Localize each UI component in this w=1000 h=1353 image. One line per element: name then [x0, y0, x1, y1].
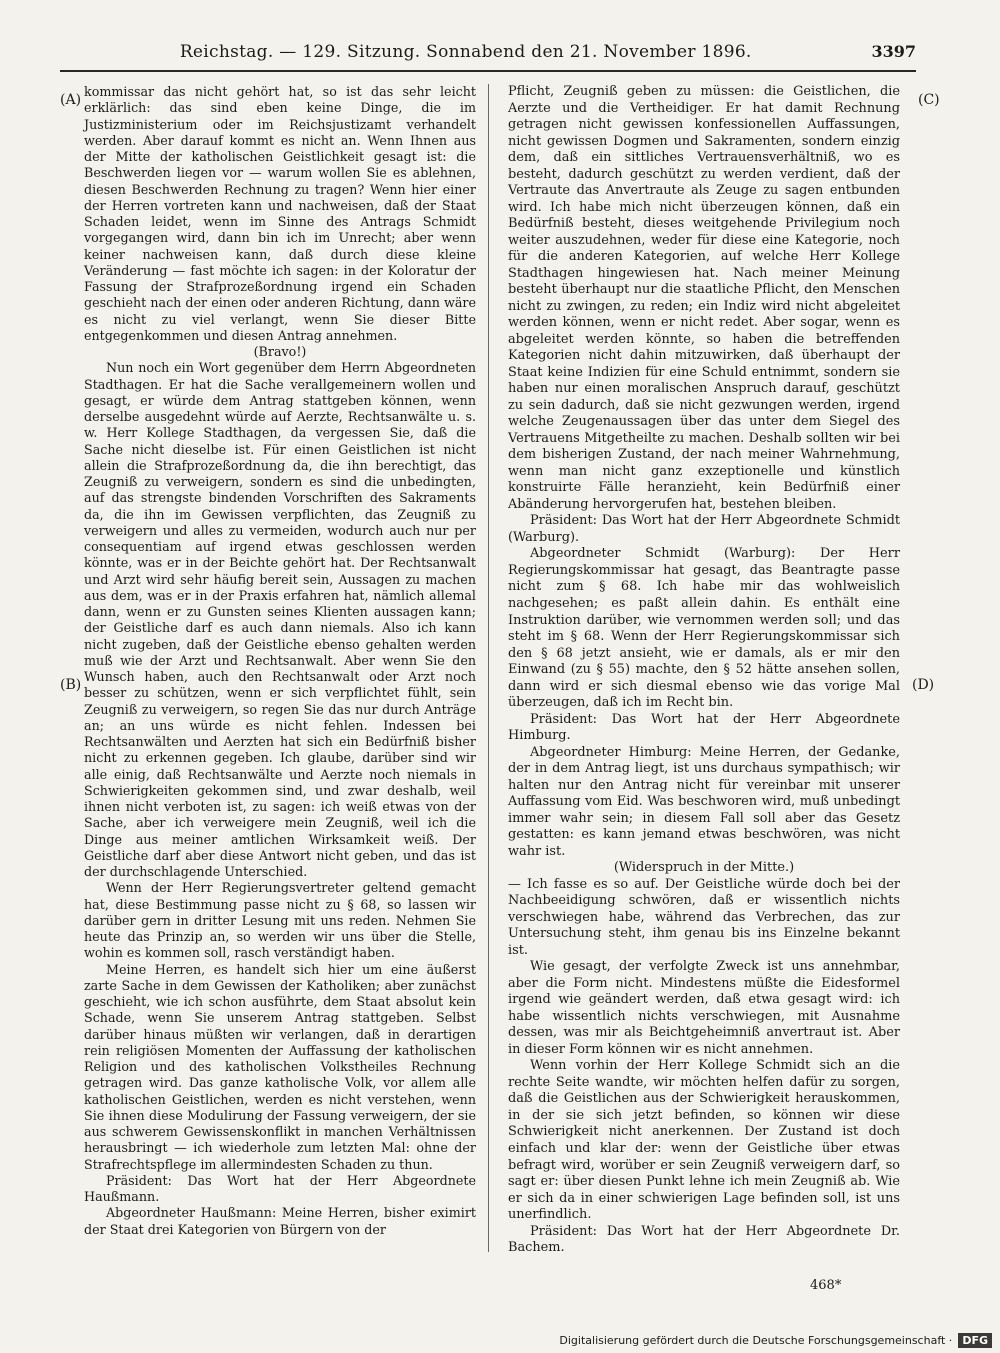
paragraph: Wenn der Herr Regierungsvertreter geltend gemacht hat, diese Bestimmung passe nicht zu § 68, so lassen wir darüber gern in dritter Lesung mit uns reden. Nehmen Sie heute das Prinzip an, so werden wir uns über die Stelle, wohin es kommen soll, rasch verständigt haben.	[84, 880, 476, 961]
paragraph: Nun noch ein Wort gegenüber dem Herrn Abgeordneten Stadthagen. Er hat die Sache verallgemeinern wollen und gesagt, er würde dem Antrag stattgeben können, wenn derselbe ausgedehnt würde auf Aerzte, Rechtsanwälte u. s. w. Herr Kollege Stadthagen, da vergessen Sie, daß die Sache nicht dieselbe ist. Für einen Geistlichen ist nicht allein die Strafprozeßordnung da, die ihn berechtigt, das Zeugniß zu verweigern, sondern es sind die unbedingten, auf das strengste bindenden Vorschriften des Sakraments da, die ihn im Gewissen verpflichten, das Zeugniß zu verweigern und alles zu vermeiden, wodurch auch nur per consequentiam auf irgend etwas geschlossen werden könnte, was er in der Beichte gehört hat. Der Rechtsanwalt und Arzt wird sehr häufig bereit sein, Aussagen zu machen aus dem, was er in der Praxis erfahren hat, nämlich allemal dann, wenn er zu Gunsten seines Klienten aussagen kann; der Geistliche darf es auch dann niemals. Also ich kann nicht zugeben, daß der Geistliche ebenso gehalten werden muß wie der Arzt und Rechtsanwalt. Aber wenn Sie den Wunsch haben, auch den Rechtsanwalt oder Arzt noch besser zu schützen, wenn er sich verpflichtet fühlt, sein Zeugniß zu verweigern, so regen Sie das nur durch Anträge an; an uns würde es nicht fehlen. Indessen bei Rechtsanwälten und Aerzten hat sich ein Bedürfniß bisher nicht zu erkennen gegeben. Ich glaube, darüber sind wir alle einig, daß Rechtsanwälte und Aerzte noch niemals in Schwierigkeiten gekommen sind, und zwar deshalb, weil ihnen nicht verboten ist, zu sagen: ich weiß etwas von der Sache, aber ich verweigere mein Zeugniß, weil ich die Dinge aus meiner amtlichen Wirksamkeit weiß. Der Geistliche darf aber diese Antwort nicht geben, und das ist der durchschlagende Unterschied.	[84, 360, 476, 879]
speaker-line: Präsident: Das Wort hat der Herr Abgeordnete Himburg.	[508, 711, 900, 744]
speaker-line: Abgeordneter Schmidt (Warburg): Der Herr Regierungskommissar hat gesagt, das Beantragte passe nicht zum § 68. Ich habe mir das wohlweislich nachgesehen; es paßt allein dahin. Es enthält eine Instruktion darüber, wie vernommen werden soll; und das steht im § 68. Wenn der Herr Regierungskommissar sich den § 68 jetzt ansieht, wie er damals, als er mir den Einwand (zu § 55) machte, den § 52 hätte ansehen sollen, dann wird er sich diesmal ebenso wie das vorige Mal überzeugen, daß ich im Recht bin.	[508, 546, 900, 711]
interjection: (Bravo!)	[253, 344, 307, 359]
page-number: 3397	[871, 42, 916, 61]
left-column	[84, 84, 476, 1238]
paragraph: Wie gesagt, der verfolgte Zweck ist uns annehmbar, aber die Form nicht. Mindestens müßte die Eidesformel irgend wie geändert werden, daß etwa gesagt wird: ich habe wissentlich nichts verschwiegen, mit Ausnahme dessen, was mir als Beichtgeheimniß anvertraut ist. Aber in dieser Form können wir es nicht annehmen.	[508, 959, 900, 1057]
page-header	[60, 42, 916, 72]
column-divider	[488, 84, 489, 1252]
margin-mark-a: (A)	[60, 92, 82, 108]
margin-mark-c: (C)	[918, 92, 940, 108]
right-column	[508, 84, 900, 1257]
paragraph: Meine Herren, es handelt sich hier um eine äußerst zarte Sache in dem Gewissen der Katholiken; aber zunächst geschieht, wie ich schon ausführte, dem Staat absolut kein Schade, wenn Sie unserem Antrag stattgeben. Selbst darüber hinaus müßten wir verlangen, daß in derartigen rein religiösen Momenten der Auffassung der katholischen Religion und des katholischen Volkstheiles Rechnung getragen wird. Das ganze katholische Volk, vor allem alle katholischen Geistlichen, werden es nicht verstehen, wenn Sie ihnen diese Modulirung der Fassung verweigern, der sie aus schwerem Gewissenskonflikt in manchen Verhältnissen herausbringt — ich wiederhole zum letzten Mal: ohne der Strafrechtspflege im allermindesten Schaden zu thun.	[84, 961, 476, 1172]
margin-mark-b: (B)	[60, 677, 82, 693]
header-title: Reichstag. — 129. Sitzung. Sonnabend den 21. November 1896.	[179, 42, 752, 62]
paragraph: Wenn vorhin der Herr Kollege Schmidt sich an die rechte Seite wandte, wir möchten helfen dafür zu sorgen, daß die Geistlichen aus der Schwierigkeit herauskommen, in der sie sich jetzt befinden, so können wir diese Schwierigkeit nicht anerkennen. Der Zustand ist doch einfach und klar der: wenn der Geistliche über etwas befragt wird, worüber er sein Zeugniß verweigern darf, so sagt er: über diesen Punkt lehne ich mein Zeugniß ab. Wie er sich da in einer schwierigen Lage befinden soll, ist uns unerfindlich.	[508, 1058, 900, 1223]
speaker-line: Abgeordneter Haußmann: Meine Herren, bisher eximirt der Staat drei Kategorien von Bürgern von der	[84, 1205, 476, 1237]
speaker-line: Präsident: Das Wort hat der Herr Abgeordnete Haußmann.	[84, 1172, 476, 1204]
sheet-number: 468*	[810, 1278, 842, 1293]
paragraph: — Ich fasse es so auf. Der Geistliche würde doch bei der Nachbeeidigung schwören, daß er wissentlich nichts verschwiegen habe, während das Verbrechen, das zur Untersuchung steht, ihm genau bis ins Einzelne bekannt ist.	[508, 876, 900, 958]
interjection: (Widerspruch in der Mitte.)	[613, 860, 795, 876]
margin-mark-d: (D)	[912, 677, 935, 693]
speaker-line: Abgeordneter Himburg: Meine Herren, der Gedanke, der in dem Antrag liegt, ist uns durchaus sympathisch; wir halten nur den Antrag nicht für vereinbar mit unserer Auffassung vom Eid. Was beschworen wird, muß unbedingt immer wahr sein; in diesem Fall soll aber das Gesetz gestatten: es kann jemand etwas beschwören, was nicht wahr ist.	[508, 744, 900, 859]
speaker-line: Präsident: Das Wort hat der Herr Abgeordnete Dr. Bachem.	[508, 1223, 900, 1256]
speaker-line: Präsident: Das Wort hat der Herr Abgeordnete Schmidt (Warburg).	[508, 513, 900, 545]
footer	[559, 1331, 992, 1349]
dfg-logo: DFG	[958, 1333, 992, 1348]
footer-text: Digitalisierung gefördert durch die Deutsche Forschungsgemeinschaft ·	[559, 1333, 953, 1347]
paragraph: kommissar das nicht gehört hat, so ist das sehr leicht erklärlich: das sind eben keine Dinge, die im Justizministerium oder im Reichsjustizamt verhandelt werden. Aber darauf kommt es nicht an. Wenn Ihnen aus der Mitte der katholischen Geistlichkeit gesagt ist: die Beschwerden liegen vor — warum wollen Sie es ablehnen, diesen Beschwerden Rechnung zu tragen? Wenn hier einer der Herren vortreten kann und nachweisen, daß der Staat Schaden leidet, wenn im Sinne des Antrags Schmidt vorgegangen wird, dann bin ich im Unrecht; aber wenn keiner nachweisen kann, daß durch diese kleine Veränderung — fast möchte ich sagen: in der Koloratur der Fassung der Strafprozeßordnung irgend ein Schaden geschieht nach der einen oder anderen Richtung, dann wäre es nicht zu viel verlangt, wenn Sie dieser Bitte entgegenkommen und diesen Antrag annehmen.	[84, 84, 476, 343]
paragraph: Pflicht, Zeugniß geben zu müssen: die Geistlichen, die Aerzte und die Vertheidiger. Er hat damit Rechnung getragen nicht gewissen konfessionellen Auffassungen, nicht gewissen Dogmen und Sakramenten, sondern einzig dem, daß ein sittliches Vertrauensverhältniß, wo es besteht, dadurch geschützt zu werden verdient, daß der Vertraute das Anvertraute als Zeuge zu sagen entbunden wird. Ich habe mich nicht überzeugen können, daß ein Bedürfniß besteht, dieses weitgehende Privilegium noch weiter auszudehnen, weder für diese eine Kategorie, noch für die anderen Kategorien, auf welche Herr Kollege Stadthagen hingewiesen hat. Nach meiner Meinung besteht überhaupt nur die staatliche Pflicht, den Menschen nicht zu zwingen, zu reden; ein Indiz wird nicht abgeleitet werden können, wenn er nicht redet. Aber sogar, wenn es abgeleitet werden könnte, so haben die betreffenden Kategorien nicht dahin mitzuwirken, daß überhaupt der Staat keine Indizien für eine Schuld entnimmt, sondern sie haben nur einen moralischen Anspruch darauf, geschützt zu sein dadurch, daß sie nicht gezwungen werden, irgend welche Zeugenaussagen über das unter dem Siegel des Vertrauens Mitgetheilte zu machen. Deshalb sollten wir bei dem bisherigen Zustand, der nach meiner Wahrnehmung, wenn man nicht ganz exzeptionelle und künstlich konstruirte Fälle heranzieht, kein Bedürfniß einer Abänderung hervorgerufen hat, bestehen bleiben.	[508, 84, 900, 512]
